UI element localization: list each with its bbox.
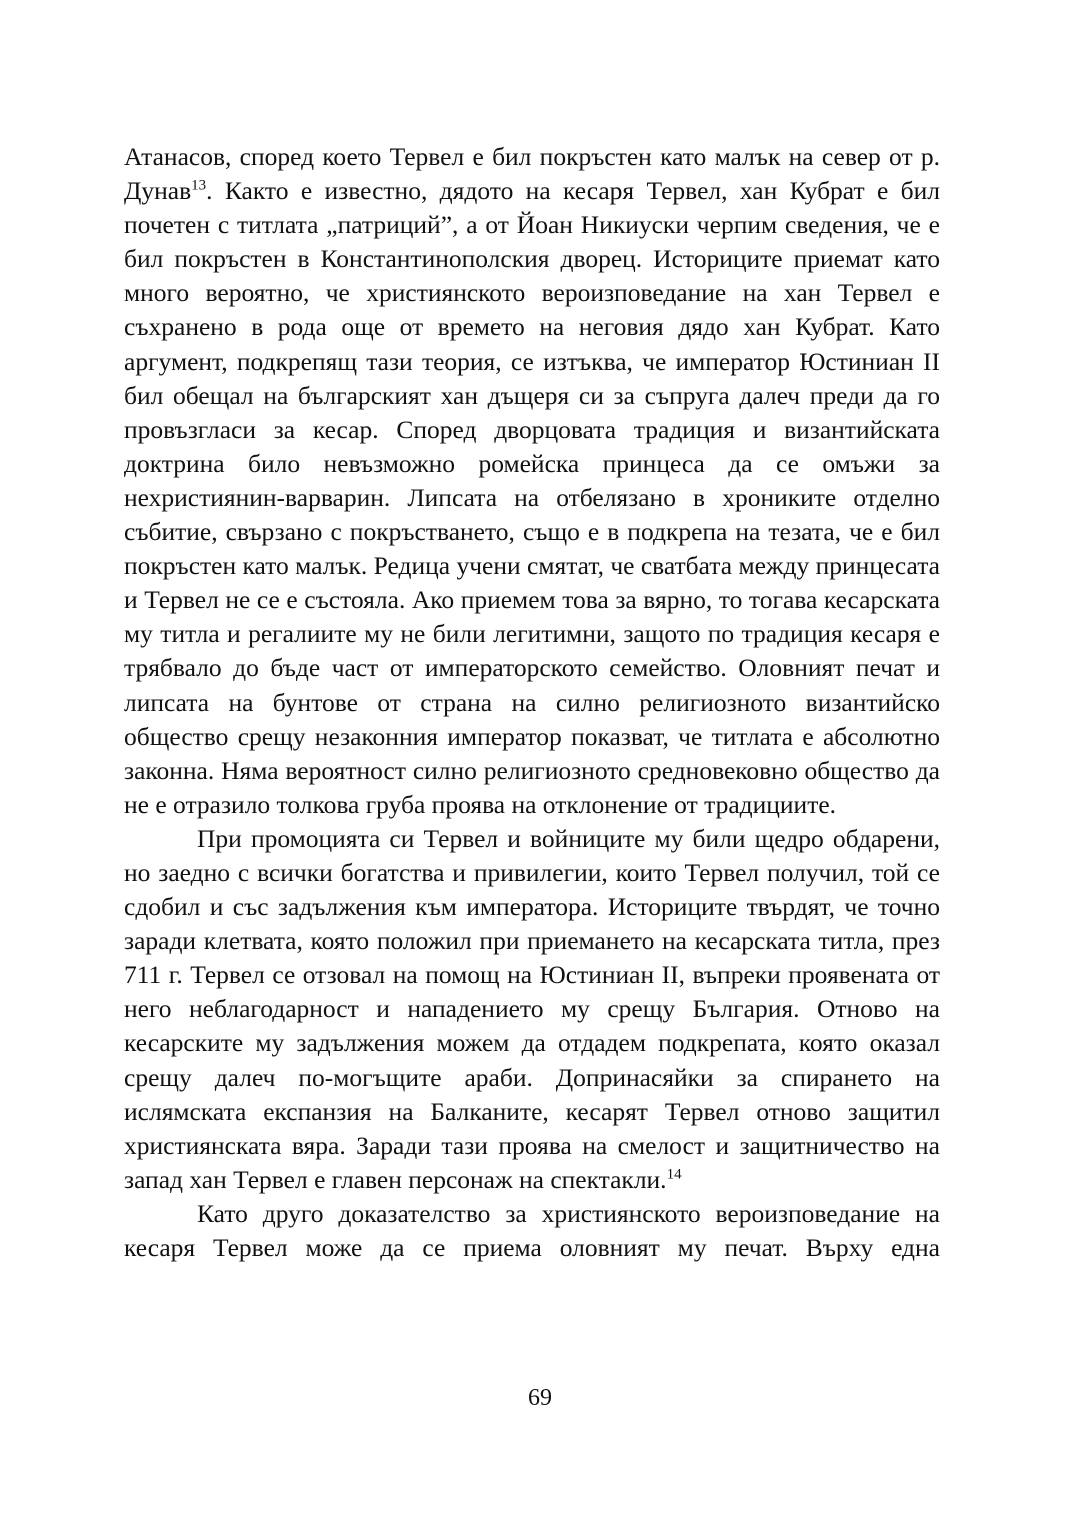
- page-number: 69: [528, 1385, 552, 1411]
- paragraph-3-text: Като друго доказателство за християнското вероизповедание на кесаря Тервел може да се приема оловният му печат. Върху една: [124, 1198, 940, 1262]
- page-body: [124, 140, 940, 1265]
- paragraph-2-text: При промоцията си Тервел и войниците му били щедро обдарени, но заедно с всички богатства и привилегии, които Тервел получил, той се сдобил и със задължения към императора. Историците твърдят, че точно заради клетвата, която положил при приемането на кесарската титла, през 711 г. Тервел се отзовал на помощ на Юстиниан II, въпреки проявената от него неблагодарност и нападението му срещу България. Отново на кесарските му задължения можем да отдадем подкрепата, която оказал срещу далеч по-могъщите араби. Допринасяйки за спирането на ислямската експанзия на Балканите, кесарят Тервел отново защитил християнската вяра. Заради тази проява на смелост и защитничество на запад хан Тервел е главен персонаж на спектакли.: [124, 823, 940, 1194]
- paragraph-1-text-b: . Както е известно, дядото на кесаря Тервел, хан Кубрат е бил почетен с титлата „патриций”, а от Йоан Никиуски черпим сведения, че е бил покръстен в Константинополския дворец. Историците приемат като много вероятно, че християнското вероизповедание на хан Тервел е съхранено в рода още от времето на неговия дядо хан Кубрат. Като аргумент, подкрепящ тази теория, се изтъква, че император Юстиниан II бил обещал на българският хан дъщеря си за съпруга далеч преди да го провъзгласи за кесар. Според дворцовата традиция и византийската доктрина било невъзможно ромейска принцеса да се омъжи за нехристиянин-варварин. Липсата на отбелязано в хрониките отделно събитие, свързано с покръстването, също е в подкрепа на тезата, че е бил покръстен като малък. Редица учени смятат, че сватбата между принцесата и Тервел не се е състояла. Ако приемем това за вярно, то тогава кесарската му титла и регалиите му не били легитимни, защото по традиция кесаря е трябвало до бъде част от императорското семейство. Оловният печат и липсата на бунтове от страна на силно религиозното византийско общество срещу незаконния император показват, че титлата е абсолютно законна. Няма вероятност силно религиозното средновековно общество да не е отразило толкова груба проява на отклонение от традициите.: [124, 176, 940, 819]
- paragraph-1-text-a: Атанасов, според което Тервел е бил покръстен като малък на север от р. Дунав: [124, 142, 940, 206]
- footnote-ref-14: 14: [666, 1166, 682, 1183]
- footnote-ref-13: 13: [191, 177, 207, 194]
- paragraph-3: [124, 1197, 940, 1265]
- paragraph-1: [124, 140, 940, 822]
- paragraph-2: [124, 822, 940, 1197]
